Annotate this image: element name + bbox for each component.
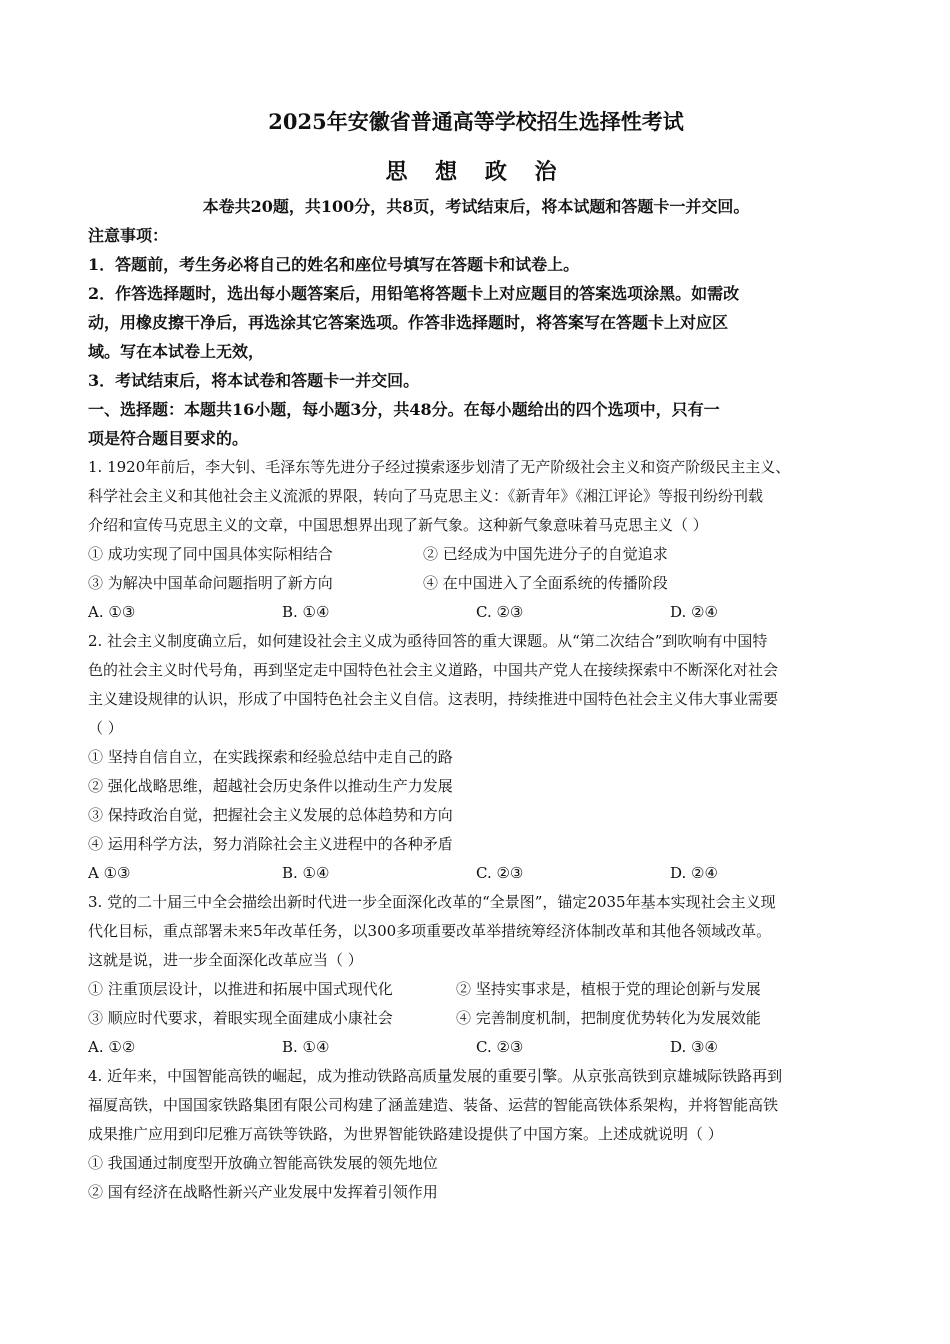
statement-1: ① 坚持自信自立，在实践探索和经验总结中走自己的路 <box>88 748 453 766</box>
statement-row <box>88 540 864 569</box>
subject-title: 思 想 政 治 <box>385 159 567 185</box>
question-stem-line: 1. 1920年前后，李大钊、毛泽东等先进分子经过摸索逐步划清了无产阶级社会主义和资产阶级民主主义、 <box>88 458 791 476</box>
statement-1: ① 我国通过制度型开放确立智能高铁发展的领先地位 <box>88 1154 438 1172</box>
statement-2: ② 坚持实事求是，植根于党的理论创新与发展 <box>456 980 761 998</box>
section-1-heading-line-2: 项是符合题目要求的。 <box>88 429 249 448</box>
statement-4: ④ 在中国进入了全面系统的传播阶段 <box>423 574 668 592</box>
exam-page <box>88 108 864 1207</box>
question-2 <box>88 627 864 888</box>
question-stem-line: （ ） <box>88 719 123 737</box>
question-1 <box>88 453 864 627</box>
option-a: A. ①② <box>88 1038 136 1056</box>
statement-3: ③ 顺应时代要求，着眼实现全面建成小康社会 <box>88 1009 393 1027</box>
note-3: 3．考试结束后，将本试卷和答题卡一并交回。 <box>88 371 420 390</box>
answer-options <box>88 598 864 627</box>
option-c: C. ②③ <box>476 864 524 882</box>
question-stem-line: 介绍和宣传马克思主义的文章，中国思想界出现了新气象。这种新气象意味着马克思主义（ ） <box>88 516 708 534</box>
statement-2: ② 强化战略思维，超越社会历史条件以推动生产力发展 <box>88 777 453 795</box>
option-c: C. ②③ <box>476 603 524 621</box>
question-stem-line: 3. 党的二十届三中全会描绘出新时代进一步全面深化改革的“全景图”，锚定2035年基本实现社会主义现 <box>88 893 776 911</box>
statement-4: ④ 运用科学方法，努力消除社会主义进程中的各种矛盾 <box>88 835 453 853</box>
statement-row <box>88 569 864 598</box>
question-4 <box>88 1062 864 1207</box>
note-2-line-3: 域。写在本试卷上无效， <box>88 342 265 361</box>
statement-3: ③ 保持政治自觉，把握社会主义发展的总体趋势和方向 <box>88 806 453 824</box>
note-2-line-1: 2．作答选择题时，选出每小题答案后，用铅笔将答题卡上对应题目的答案选项涂黑。如需改 <box>88 284 740 303</box>
statement-row <box>88 975 864 1004</box>
note-2-line-2: 动，用橡皮擦干净后，再选涂其它答案选项。作答非选择题时，将答案写在答题卡上对应区 <box>88 313 729 332</box>
option-b: B. ①④ <box>282 1038 330 1056</box>
option-a: A. ①③ <box>88 603 136 621</box>
question-stem-line: 代化目标，重点部署未来5年改革任务，以300多项重要改革举措统筹经济体制改革和其他各领域改革。 <box>88 922 772 940</box>
statement-2: ② 国有经济在战略性新兴产业发展中发挥着引领作用 <box>88 1183 438 1201</box>
question-stem-line: 福厦高铁，中国国家铁路集团有限公司构建了涵盖建造、装备、运营的智能高铁体系架构，并将智能高铁 <box>88 1096 779 1114</box>
option-d: D. ③④ <box>670 1038 718 1056</box>
question-stem-line: 2. 社会主义制度确立后，如何建设社会主义成为亟待回答的重大课题。从“第二次结合”到吹响有中国特 <box>88 632 768 650</box>
option-a: A ①③ <box>88 864 131 882</box>
statement-3: ③ 为解决中国革命问题指明了新方向 <box>88 574 333 592</box>
question-stem-line: 科学社会主义和其他社会主义流派的界限，转向了马克思主义：《新青年》《湘江评论》等报刊纷纷刊载 <box>88 487 764 505</box>
statement-2: ② 已经成为中国先进分子的自觉追求 <box>423 545 668 563</box>
answer-options <box>88 1033 864 1062</box>
statement-4: ④ 完善制度机制，把制度优势转化为发展效能 <box>456 1009 761 1027</box>
question-stem-line: 色的社会主义时代号角，再到坚定走中国特色社会主义道路，中国共产党人在接续探索中不断深化对社会 <box>88 661 779 679</box>
exam-intro: 本卷共20题，共100分，共8页，考试结束后，将本试题和答题卡一并交回。 <box>202 197 750 216</box>
option-b: B. ①④ <box>282 864 330 882</box>
note-1: 1．答题前，考生务必将自己的姓名和座位号填写在答题卡和试卷上。 <box>88 255 580 274</box>
question-stem-line: 这就是说，进一步全面深化改革应当（ ） <box>88 951 363 969</box>
option-d: D. ②④ <box>670 864 718 882</box>
question-stem-line: 4. 近年来，中国智能高铁的崛起，成为推动铁路高质量发展的重要引擎。从京张高铁到京雄城际铁路再到 <box>88 1067 783 1085</box>
exam-title: 2025年安徽省普通高等学校招生选择性考试 <box>268 109 684 134</box>
section-1-heading-line-1: 一、选择题：本题共16小题，每小题3分，共48分。在每小题给出的四个选项中，只有一 <box>88 400 720 419</box>
notes-heading: 注意事项： <box>88 226 169 245</box>
question-stem-line: 成果推广应用到印尼雅万高铁等铁路，为世界智能铁路建设提供了中国方案。上述成就说明（ ） <box>88 1125 723 1143</box>
option-c: C. ②③ <box>476 1038 524 1056</box>
option-b: B. ①④ <box>282 603 330 621</box>
option-d: D. ②④ <box>670 603 718 621</box>
question-3 <box>88 888 864 1062</box>
statement-1: ① 成功实现了同中国具体实际相结合 <box>88 545 333 563</box>
answer-options <box>88 859 864 888</box>
statement-1: ① 注重顶层设计，以推进和拓展中国式现代化 <box>88 980 393 998</box>
statement-row <box>88 1004 864 1033</box>
question-stem-line: 主义建设规律的认识，形成了中国特色社会主义自信。这表明，持续推进中国特色社会主义伟大事业需要 <box>88 690 779 708</box>
